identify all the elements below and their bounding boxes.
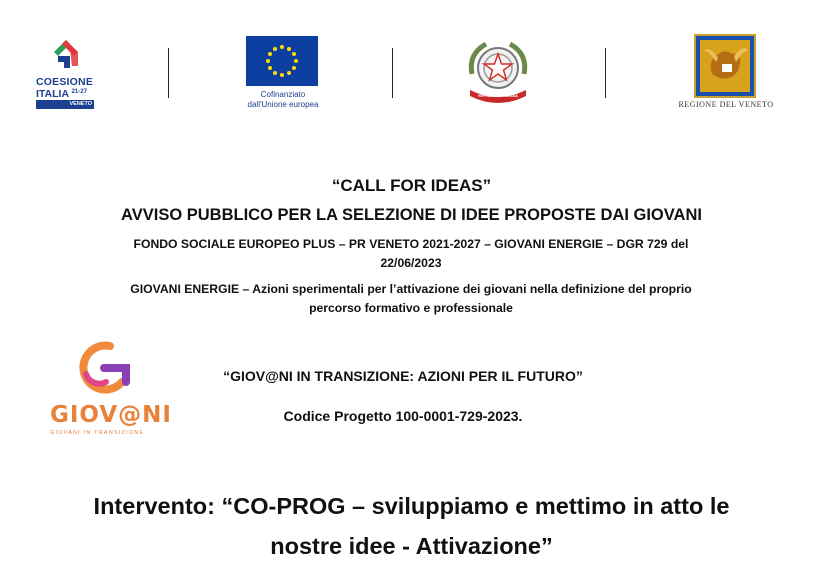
divider bbox=[392, 48, 393, 98]
fund-reference: FONDO SOCIALE EUROPEO PLUS – PR VENETO 2021-2027 – GIOVANI ENERGIE – DGR 729 del 22/06/2023 bbox=[133, 237, 689, 270]
coesione-mark-icon bbox=[48, 36, 84, 74]
divider bbox=[168, 48, 169, 98]
call-title: “CALL FOR IDEAS” bbox=[331, 176, 492, 195]
emblem-ribbon-text: REPUBBLICA ITALIANA bbox=[478, 94, 518, 98]
notice-title: AVVISO PUBBLICO PER LA SELEZIONE DI IDEE PROPOSTE DAI GIOVANI bbox=[121, 206, 702, 224]
italian-republic-emblem bbox=[462, 34, 534, 110]
giovani-tagline: GIOVANI IN TRANSIZIONE bbox=[50, 430, 145, 436]
coesione-region: VENETO bbox=[36, 100, 94, 109]
coesione-italia-logo bbox=[36, 36, 100, 114]
coesione-line1: COESIONE bbox=[36, 76, 94, 88]
logo-bar bbox=[0, 0, 823, 130]
eu-caption: Cofinanziato dall'Unione europea bbox=[247, 90, 319, 109]
intervention-title: Intervento: “CO-PROG – sviluppiamo e mettimo in atto le nostre idee - Attivazione” bbox=[93, 493, 730, 559]
veneto-caption: REGIONE DEL VENETO bbox=[678, 100, 774, 109]
divider bbox=[605, 48, 606, 98]
giovani-logo bbox=[46, 336, 172, 444]
lion-shield-icon bbox=[694, 34, 756, 98]
eu-cofinanced-logo bbox=[238, 36, 328, 116]
program-description: GIOVANI ENERGIE – Azioni sperimentali per l’attivazione dei giovani nella definizione del proprio percorso formativo e professionale bbox=[130, 282, 692, 315]
giovani-wordmark: GIOV@NI bbox=[50, 402, 172, 428]
project-code: Codice Progetto 100-0001-729-2023. bbox=[283, 408, 523, 424]
regione-veneto-logo bbox=[676, 34, 776, 114]
coesione-line2: ITALIA $^{21-27}$ bbox=[36, 88, 87, 100]
eu-flag-icon bbox=[246, 36, 318, 86]
republic-emblem-icon bbox=[462, 34, 534, 110]
project-name: “GIOV@NI IN TRANSIZIONE: AZIONI PER IL FUTURO” bbox=[223, 368, 583, 384]
